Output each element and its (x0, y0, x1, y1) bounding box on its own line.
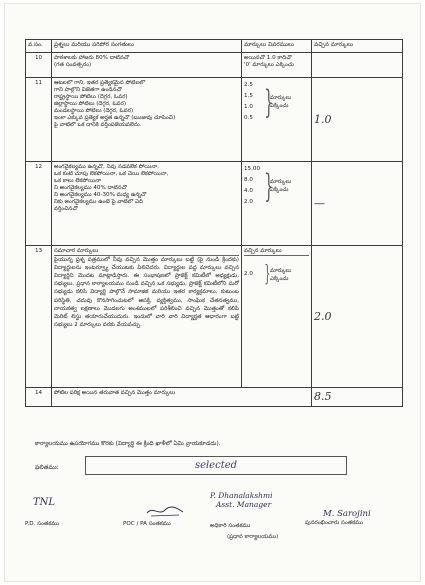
row-10-marks-details (242, 53, 312, 78)
row-11-desc-line: ఇంకా ఎక్కువ ప్రత్యేక అర్హత ఉన్నచో (ఋజువు చూపించి) (54, 114, 176, 121)
scale-label-line: మార్కులు (270, 94, 292, 101)
officer-signature (210, 492, 273, 509)
row-11-marks-obtained (312, 78, 403, 162)
scale-label-line: మార్కులు (270, 267, 292, 274)
row-13-handwritten-mark: 2.0 (314, 309, 332, 323)
row-12-scale-label (270, 178, 291, 195)
scale-value: 2.0 (244, 271, 253, 278)
table-row-11 (26, 78, 403, 162)
row-12-marks-scale (244, 164, 309, 208)
row-12-scale-values (244, 164, 262, 208)
scale-value: 15.00 (244, 166, 261, 172)
row-14-handwritten-total: 8.5 (314, 390, 332, 403)
row-11-desc-line: ఆటలలో గాని, ఇతర ప్రత్యేకమైన పోటీలలో (54, 80, 146, 86)
scale-label-line: ఎక్కించు (270, 187, 289, 193)
row-12-desc-line: నీ అంగవైకల్యము 40% దాటినచో (54, 184, 127, 191)
row-11-marks-details (242, 78, 312, 162)
scale-value: 8.0 (244, 177, 253, 183)
row-11-description (52, 78, 242, 162)
table-row-10 (26, 53, 403, 78)
header-serial-no: వ.సం. (26, 40, 52, 53)
pd-signature (33, 497, 55, 510)
pd-signature-text: TNL (33, 497, 56, 508)
table-row-14 (26, 388, 403, 407)
row-12-description (52, 162, 242, 246)
row-12-marks-details (242, 162, 312, 246)
application-form-page (4, 3, 421, 582)
pd-signature-label: P.D. సంతకము (25, 521, 60, 527)
officer-signature-label: అధికారి సంతకము (210, 523, 251, 529)
curly-brace-icon: } (264, 261, 271, 287)
row-10-marks-line: '0' మార్కులు ఎక్కించు (244, 61, 295, 68)
row-11-desc-line: జిల్లాస్థాయి పోటీలు (దెగ్గర, ఓవర) (54, 100, 127, 107)
table-row-12 (26, 162, 403, 246)
row-13-marks-scale (244, 261, 309, 287)
head-office-label: (ప్రధాన కార్యాలయము) (227, 534, 279, 540)
row-12-desc-line: అంగవైకల్యము ఉన్నచో, నీవు నడవలేక పోయినా, (54, 164, 160, 170)
poc-signature-scribble (145, 504, 185, 518)
curly-brace-icon: } (264, 83, 274, 121)
header-marks-details: మార్కులు వివరములు (242, 40, 312, 53)
row-13-description (52, 246, 242, 388)
table-header-row (26, 40, 403, 53)
result-handwritten-value: selected (194, 460, 238, 471)
row-12-number: 12 (26, 162, 52, 246)
scale-value: 1.5 (244, 93, 253, 99)
accountant-signature (323, 509, 371, 520)
row-10-marks-line: అయినచో 1.0 కాదిచో (244, 55, 292, 61)
row-12-desc-line: ఒక కంటి చూపు లేకపోయినా, ఒక చేయి లేకపోయినా, (54, 170, 169, 177)
row-11-desc-line: గాని పాల్గొని విజేతగా ఉండినచో (54, 86, 122, 93)
row-11-marks-scale (244, 80, 309, 124)
row-11-number: 11 (26, 78, 52, 162)
row-13-scale-label (270, 267, 291, 284)
scale-value: 2.5 (244, 82, 253, 88)
row-10-description (52, 53, 242, 78)
row-13-scale-values (244, 269, 262, 280)
officer-signature-title: Asst. Manager (216, 499, 272, 509)
row-10-marks-obtained (312, 53, 403, 78)
row-10-desc-line: (గత సంవత్సరం) (54, 61, 92, 68)
header-marks-obtained: వచ్చిన మార్కులు (312, 40, 403, 53)
result-box (85, 456, 347, 475)
row-13-marks-details (242, 246, 312, 388)
scale-label-line: ఎక్కించు (270, 275, 289, 282)
row-10-number: 10 (26, 53, 52, 78)
poc-signature-label: POC / PA సంతకము (123, 521, 171, 527)
row-13-marks-title: వచ్చిన మార్కులు (244, 248, 309, 256)
row-12-desc-line: నీకు అంగవైకల్యము ఉంటే పై వాటిలో ఏది (54, 198, 143, 205)
row-12-desc-line: ఒక కాలు లేకపోయినా (54, 177, 101, 184)
scale-label-line: ఎక్కించు (270, 103, 289, 109)
row-14-description (52, 388, 312, 407)
row-11-handwritten-mark: 1.0 (314, 112, 332, 126)
scale-value: 0.5 (244, 115, 253, 121)
row-10-desc-line: పాఠశాలకు హాజరు 80% దాటినచో (54, 55, 130, 61)
table-row-13 (26, 246, 403, 388)
row-12-desc-line: వర్తించినచో (54, 205, 78, 212)
row-12-marks-obtained (312, 162, 403, 246)
curly-brace-icon: } (264, 167, 274, 205)
row-13-marks-obtained (312, 246, 403, 388)
accountant-signature-label: పునరంభించారు సంతకము (305, 520, 363, 526)
row-13-number: 13 (26, 246, 52, 388)
row-11-scale-label (270, 94, 291, 111)
row-14-desc-line: పోటీల పరీక్ష అయిన తరువాత వచ్చిన మొత్తం మార్కులు (54, 390, 176, 396)
row-13-paragraph: పైయున్న ప్రశ్న పత్రములో నీవు వచ్చిన మొత్తం మార్కులు బట్టి (పై నుండి క్రిందకు) విద్యార్థులను ఇంటర్వ్యూ చేయుటకు పిలిచెదరు. విద్యార్థుల వద్ద మార్కులు వచ్చిన విద్యార్థిని మొదట మాట్లాడిస్తారు. ఈ సంభాషణలో ప్రాజెక్ట్ కమిటీలో అధ్యక్షుడు, సభ్యులు, ప్రధాన కార్యాలయము నుండి వచ్చిన ఒక సభ్యుడు, ప్రాజెక్ట్ కమిటీలోని మరో సభ్యుడు కలిసి విద్యార్థి పాల్గొనే సామాజిక మరియు ఇతర కార్యక్రమాలు, కుటుంబ పరిస్థితి, చదువు కొనసాగించుటలో ఆసక్తి, వ్యక్తిత్వము, సాంఘిక చేతనత్వము, నాయకత్వ లక్షణాలు మొదలగు అంశములలో పరిశీలించి వచ్చిన మొత్తంతో కలిపి మెరిట్ లిస్టు తయారుచేయుదురు. ఇందులో వారి వారి విద్యార్హత ఆధారంగా బట్టి సభ్యులు 2 మార్కులు వరకు వేయవచ్చు. (54, 256, 239, 328)
row-11-desc-line: రాష్ట్రస్థాయి పోటీలు (దెగ్గర, ఓవర) (54, 93, 128, 100)
row-12-handwritten-mark: — (314, 196, 325, 210)
scale-label-line: మార్కులు (270, 178, 292, 185)
scale-value: 4.0 (244, 188, 253, 194)
row-14-number: 14 (26, 388, 52, 407)
row-13-title: సమాచార మార్కులు (54, 248, 239, 256)
marks-table (25, 39, 403, 407)
row-12-desc-line: నీ అంగవైకల్యము 40-30% మధ్య ఉన్నచో (54, 191, 147, 198)
row-14-total-marks (312, 388, 403, 407)
header-description: ప్రశ్నలు మరియు పరిపోర సంగతులు (52, 40, 242, 53)
office-use-note: కార్యాలయము ఉపయోగము కొరకు (విద్యార్థి ఈ క్రింది ఖాళీలో ఏమి వ్రాయకూడదు). (35, 441, 221, 447)
row-11-desc-line: మండలస్థాయి పోటీలు (దెగ్గర, ఓవర) (54, 107, 134, 114)
row-11-desc-line: పై వాటిలో ఒక దానికి వర్తింపజేయవలెను. (54, 121, 142, 128)
result-label: ఫలితము: (35, 464, 59, 471)
accountant-signature-text: M. Sarojini (323, 509, 371, 519)
officer-signature-name: P. Dhanalakshmi (210, 491, 273, 500)
scale-value: 1.0 (244, 104, 253, 110)
scale-value: 2.0 (244, 199, 253, 205)
row-11-scale-values (244, 80, 262, 124)
